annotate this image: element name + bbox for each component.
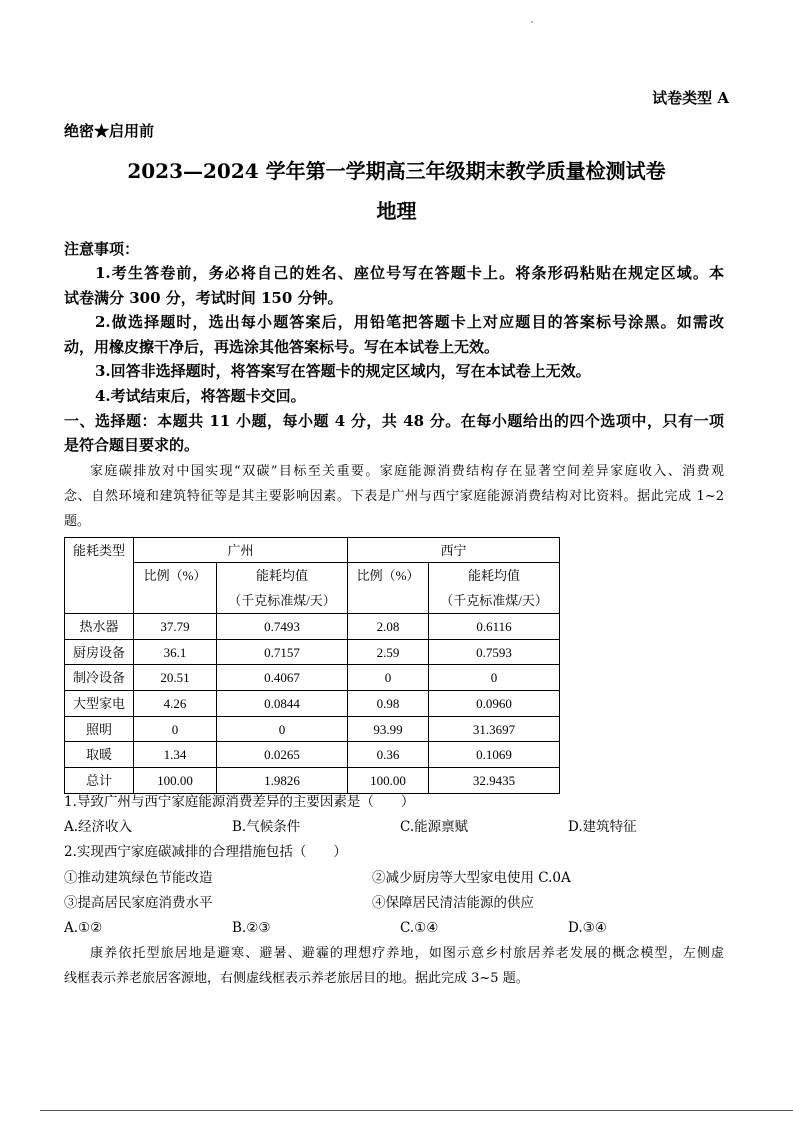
question-2-options xyxy=(64,916,734,941)
subheader-xining-mean xyxy=(429,563,560,614)
notice-item-2-line-2: 动，用橡皮擦干净后，再选涂其他答案标号。写在本试卷上无效。 xyxy=(64,337,500,356)
notice-heading: 注意事项： xyxy=(64,240,140,258)
paper-type-label: 试卷类型 A xyxy=(652,89,729,107)
question-2-stem: 2.实现西宁家庭碳减排的合理措施包括（ ） xyxy=(64,844,347,861)
question-2-option-c: C.①④ xyxy=(400,920,439,937)
question-1-options xyxy=(64,815,734,840)
row-type: 厨房设备 xyxy=(65,639,134,665)
xining-mean-cell: 31.3697 xyxy=(429,716,560,742)
row-type: 制冷设备 xyxy=(65,665,134,691)
page-edge-line xyxy=(40,1110,793,1111)
question-2-statement-1: ①推动建筑绿色节能改造 xyxy=(64,869,213,886)
subject-title: 地理 xyxy=(376,199,417,223)
xining-ratio-cell: 2.08 xyxy=(348,614,429,640)
xining-ratio-cell: 0 xyxy=(348,665,429,691)
passage-1-line-1: 家庭碳排放对中国实现“双碳”目标至关重要。家庭能源消费结构存在显著空间差异家庭收入、消费观 xyxy=(90,464,724,479)
passage-1-line-3: 题。 xyxy=(64,514,91,529)
xining-mean-cell: 32.9435 xyxy=(429,768,560,794)
scan-dot xyxy=(531,21,533,23)
guangzhou-mean-cell: 0.4067 xyxy=(217,665,348,691)
row-type: 总计 xyxy=(65,768,134,794)
row-type: 热水器 xyxy=(65,614,134,640)
guangzhou-mean-cell: 0.7157 xyxy=(217,639,348,665)
passage-2 xyxy=(64,941,724,991)
notice-item-4-line-1: 4.考试结束后，将答题卡交回。 xyxy=(95,386,306,405)
question-2-statements-row-2 xyxy=(64,891,734,916)
question-2-statements-row-1 xyxy=(64,866,734,891)
row-type: 大型家电 xyxy=(65,691,134,717)
xining-ratio-cell: 93.99 xyxy=(348,716,429,742)
notice-item-2-line-1: 2.做选择题时，选出每小题答案后，用铅笔把答题卡上对应题目的答案标号涂黑。如需改 xyxy=(95,313,724,332)
xining-ratio-cell: 2.59 xyxy=(348,639,429,665)
guangzhou-ratio-cell: 4.26 xyxy=(134,691,217,717)
guangzhou-ratio-cell: 0 xyxy=(134,716,217,742)
table-header-row xyxy=(65,538,560,563)
row-type: 取暖 xyxy=(65,742,134,768)
xining-ratio-cell: 0.36 xyxy=(348,742,429,768)
subheader-guangzhou-ratio: 比例（%） xyxy=(134,563,217,614)
guangzhou-ratio-cell: 1.34 xyxy=(134,742,217,768)
notice-item-1-line-2: 试卷满分 300 分，考试时间 150 分钟。 xyxy=(64,288,343,307)
exam-title: 2023—2024 学年第一学期高三年级期末教学质量检测试卷 xyxy=(127,159,666,183)
table-row xyxy=(65,716,560,742)
section-one-heading-line-1: 一、选择题：本题共 11 小题，每小题 4 分，共 48 分。在每小题给出的四个选项中，只有一项 xyxy=(64,411,724,430)
row-type: 照明 xyxy=(65,716,134,742)
notice-list xyxy=(64,261,724,458)
question-2-option-a: A.①② xyxy=(64,920,103,937)
section-one-heading-line-2: 是符合题目要求的。 xyxy=(64,436,200,455)
question-1-stem: 1.导致广州与西宁家庭能源消费差异的主要因素是（ ） xyxy=(64,794,415,810)
passage-1-line-2: 念、自然环境和建筑特征等是其主要影响因素。下表是广州与西宁家庭能源消费结构对比资料。据此完成 1~2 xyxy=(64,489,724,504)
guangzhou-ratio-cell: 36.1 xyxy=(134,639,217,665)
guangzhou-mean-unit: （千克标准煤/天） xyxy=(228,593,336,608)
table-subheader-row xyxy=(65,563,560,614)
table-row xyxy=(65,742,560,768)
table-row xyxy=(65,639,560,665)
questions-block xyxy=(64,790,734,941)
guangzhou-mean-cell: 0.7493 xyxy=(217,614,348,640)
secret-label: 绝密★启用前 xyxy=(64,122,155,140)
question-2-statement-2: ②减少厨房等大型家电使用 C.0A xyxy=(372,869,571,886)
question-1-option-b: B.气候条件 xyxy=(232,819,301,836)
question-2-option-b: B.②③ xyxy=(232,920,271,937)
energy-consumption-table xyxy=(64,537,560,794)
xining-mean-cell: 0.7593 xyxy=(429,639,560,665)
xining-mean-cell: 0.0960 xyxy=(429,691,560,717)
question-1-option-a: A.经济收入 xyxy=(64,819,133,836)
xining-mean-cell: 0.1069 xyxy=(429,742,560,768)
guangzhou-ratio-cell: 37.79 xyxy=(134,614,217,640)
guangzhou-mean-cell: 0 xyxy=(217,716,348,742)
table-row xyxy=(65,665,560,691)
subheader-xining-ratio: 比例（%） xyxy=(348,563,429,614)
question-1-option-c: C.能源禀赋 xyxy=(400,819,469,836)
xining-mean-unit: （千克标准煤/天） xyxy=(440,593,548,608)
passage-2-line-1: 康养依托型旅居地是避寒、避暑、避霾的理想疗养地，如图示意乡村旅居养老发展的概念模型，左侧虚 xyxy=(90,946,724,961)
notice-item-1-line-1: 1.考生答卷前，务必将自己的姓名、座位号写在答题卡上。将条形码粘贴在规定区域。本 xyxy=(95,264,724,282)
guangzhou-mean-cell: 0.0265 xyxy=(217,742,348,768)
passage-1 xyxy=(64,459,724,534)
guangzhou-mean-label: 能耗均值 xyxy=(256,568,309,583)
question-1-option-d: D.建筑特征 xyxy=(568,819,637,836)
guangzhou-mean-cell: 0.0844 xyxy=(217,691,348,717)
xining-mean-label: 能耗均值 xyxy=(468,568,521,583)
xining-ratio-cell: 100.00 xyxy=(348,768,429,794)
question-2-option-d: D.③④ xyxy=(568,920,607,937)
question-2-statement-3: ③提高居民家庭消费水平 xyxy=(64,894,213,911)
question-2-statement-4: ④保障居民清洁能源的供应 xyxy=(372,894,534,911)
xining-ratio-cell: 0.98 xyxy=(348,691,429,717)
xining-mean-cell: 0.6116 xyxy=(429,614,560,640)
guangzhou-ratio-cell: 100.00 xyxy=(134,768,217,794)
table-row xyxy=(65,614,560,640)
subheader-guangzhou-mean xyxy=(217,563,348,614)
xining-mean-cell: 0 xyxy=(429,665,560,691)
table-row xyxy=(65,691,560,717)
guangzhou-ratio-cell: 20.51 xyxy=(134,665,217,691)
header-xining: 西宁 xyxy=(348,538,560,563)
header-energy-type: 能耗类型 xyxy=(65,538,134,614)
notice-item-3-line-1: 3.回答非选择题时，将答案写在答题卡的规定区域内，写在本试卷上无效。 xyxy=(95,362,591,381)
guangzhou-mean-cell: 1.9826 xyxy=(217,768,348,794)
passage-2-line-2: 线框表示养老旅居客源地，右侧虚线框表示养老旅居目的地。据此完成 3~5 题。 xyxy=(64,971,529,986)
header-guangzhou: 广州 xyxy=(134,538,348,563)
